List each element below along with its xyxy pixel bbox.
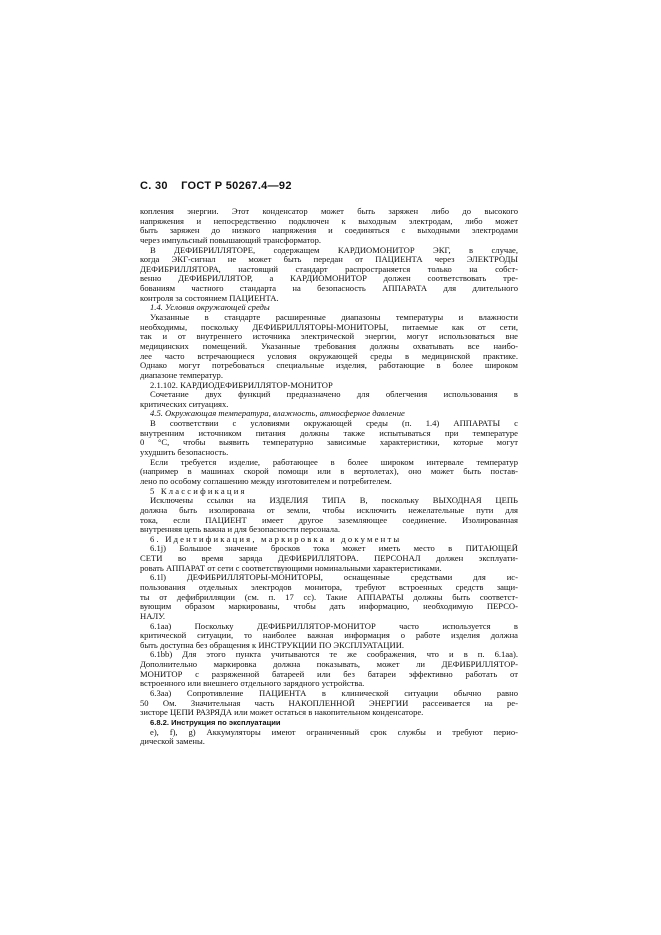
paragraph [140, 496, 518, 535]
paragraph [140, 689, 518, 718]
text-line: встроенного или внешнего отдельного зарядного устройства. [140, 679, 365, 689]
text-line: В соответствии с условиями окружающей среды (п. 1.4) АППАРАТЫ с [150, 419, 518, 429]
section-heading [140, 535, 518, 545]
text-line: (например в машинах скорой помощи или в вертолетах), оно может быть постав- [140, 467, 518, 477]
paragraph [140, 246, 518, 304]
page-number: С. 30 [140, 180, 168, 192]
text-line: 6.8.2. Инструкция по эксплуатации [150, 717, 281, 727]
text-line: вующим образом маркированы, чтобы дать информацию, необходимую ПЕРСО- [140, 602, 518, 612]
text-line: лено по особому соглашению между изготовителем и потребителем. [140, 476, 392, 486]
text-line: венно ДЕФИБРИЛЛЯТОР, а КАРДИОМОНИТОР должен соответствовать тре- [140, 274, 518, 284]
text-line: 0 °С, чтобы выявить температурно зависимые характеристики, которые могут [140, 438, 518, 448]
paragraph [140, 381, 518, 391]
text-line: Исключены ссылки на ИЗДЕЛИЯ ТИПА В, поскольку ВЫХОДНАЯ ЦЕПЬ [150, 496, 518, 506]
text-line: необходимы, поскольку ДЕФИБРИЛЛЯТОРЫ-МОНИТОРЫ, питаемые как от сети, [140, 322, 518, 332]
text-line: тока, если ПАЦИЕНТ имеет другое заземляющее соединение. Изолированная [140, 515, 518, 525]
paragraph [140, 458, 518, 487]
section-heading [140, 487, 518, 497]
text-line: 6. Идентификация, маркировка и документы [150, 534, 402, 544]
paragraph [140, 622, 518, 651]
text-line: 6.1аа) Поскольку ДЕФИБРИЛЛЯТОР-МОНИТОР часто используется в [150, 621, 518, 631]
text-line: МОНИТОР с разряженной батареей или без батареи эффективно работать от [140, 669, 518, 679]
text-line: медицинских помещений. Указанные требования должны охватывать все наибо- [140, 341, 518, 351]
text-line: ухудшить безопасность. [140, 448, 229, 458]
text-line: пользования отдельных электродов монитора, требуют встроенных средств защи- [140, 582, 518, 592]
section-heading [140, 409, 518, 419]
document-body [140, 207, 518, 747]
text-line: НАЛУ. [140, 611, 166, 621]
text-line: внутренним источником питания должны также испытываться при температуре [140, 428, 518, 438]
paragraph [140, 573, 518, 621]
text-line: 6.1bb) Для этого пункта учитываются те же соображения, что и в п. 6.1аа). [150, 650, 518, 660]
text-line: 6.1j) Большое значение бросков тока может иметь место в ПИТАЮЩЕЙ [150, 544, 518, 554]
paragraph [140, 313, 518, 380]
text-line: Дополнительно маркировка должна показывать, может ли ДЕФИБРИЛЛЯТОР- [140, 660, 518, 670]
text-line: копления энергии. Этот конденсатор может быть заряжен либо до высокого [140, 207, 518, 216]
text-line: Если требуется изделие, работающее в более широком интервале температур [150, 457, 518, 467]
text-line: зисторе ЦЕПИ РАЗРЯДА или может остаться в накопительном конденсаторе. [140, 708, 424, 718]
paragraph [140, 419, 518, 458]
section-heading [140, 718, 518, 728]
text-line: быть доступна без обращения к ИНСТРУКЦИИ ПО ЭКСПЛУАТАЦИИ. [140, 640, 405, 650]
text-line: дической замены. [140, 737, 205, 747]
text-line: Однако могут потребоваться специальные изделия, работающие в более широком [140, 361, 518, 371]
paragraph [140, 390, 518, 409]
text-line: 5 Классификация [150, 486, 247, 496]
text-line: 50 Ом. Значительная часть НАКОПЛЕННОЙ ЭНЕРГИИ рассеивается на ре- [140, 698, 518, 708]
text-line: критических ситуациях. [140, 399, 229, 409]
text-line: лее часто встречающиеся условия окружающей среды в медицинской практике. [140, 351, 518, 361]
text-line: 4.5. Окружающая температура, влажность, атмосферное давление [150, 409, 405, 419]
text-line: должна быть изолирована от земли, чтобы исключить нежелательные пути для [140, 505, 518, 515]
paragraph [140, 728, 518, 747]
text-line: так и от внутреннего источника электрической энергии, могут использоваться вне [140, 332, 518, 342]
page-header [140, 180, 302, 192]
standard-number: ГОСТ Р 50267.4—92 [181, 180, 292, 192]
text-line: 6.3аа) Сопротивление ПАЦИЕНТА в клинической ситуации обычно равно [150, 689, 518, 699]
text-line: бованиям частного стандарта на безопасность АППАРАТА для длительного [140, 284, 518, 294]
text-line: В ДЕФИБРИЛЛЯТОРЕ, содержащем КАРДИОМОНИТОР ЭКГ, в случае, [150, 245, 518, 255]
text-line: контроля за состоянием ПАЦИЕНТА. [140, 293, 279, 303]
paragraph [140, 207, 518, 246]
text-line: когда ЭКГ-сигнал не может быть передан от ПАЦИЕНТА через ЭЛЕКТРОДЫ [140, 255, 518, 265]
text-line: внутренняя цепь важна и для безопасности персонала. [140, 525, 341, 535]
text-line: 2.1.102. КАРДИОДЕФИБРИЛЛЯТОР-МОНИТОР [150, 380, 333, 390]
text-line: напряжения и непосредственно подключен к выходным электродам, либо может [140, 216, 518, 226]
text-line: ДЕФИБРИЛЛЯТОРА, настоящий стандарт распространяется только на собст- [140, 264, 518, 274]
text-line: критической ситуации, то наиболее важная информация о работе изделия должна [140, 631, 518, 641]
text-line: 1.4. Условия окружающей среды [150, 303, 270, 313]
text-line: 6.1l) ДЕФИБРИЛЛЯТОРЫ-МОНИТОРЫ, оснащенные средствами для ис- [150, 573, 518, 583]
paragraph [140, 544, 518, 573]
text-line: быть заряжен до низкого напряжения и соединяться с выходными электродами [140, 226, 518, 236]
text-line: ровать АППАРАТ от сети с соответствующими номинальными характеристиками. [140, 563, 442, 573]
paragraph [140, 650, 518, 689]
text-line: e), f), g) Аккумуляторы имеют ограниченный срок службы и требуют перио- [150, 727, 518, 737]
text-line: Указанные в стандарте расширенные диапазоны температуры и влажности [150, 313, 518, 323]
section-heading [140, 303, 518, 313]
text-line: диапазоне температур. [140, 370, 223, 380]
text-line: через импульсный повышающий трансформатор. [140, 235, 322, 245]
text-line: СЕТИ во время заряда ДЕФИБРИЛЛЯТОРА. ПЕРСОНАЛ должен эксплуати- [140, 554, 518, 564]
text-line: ты от дефибрилляции (см. п. 17 сс). Такие АППАРАТЫ должны быть соответст- [140, 592, 518, 602]
text-line: Сочетание двух функций предназначено для облегчения использования в [150, 390, 518, 400]
